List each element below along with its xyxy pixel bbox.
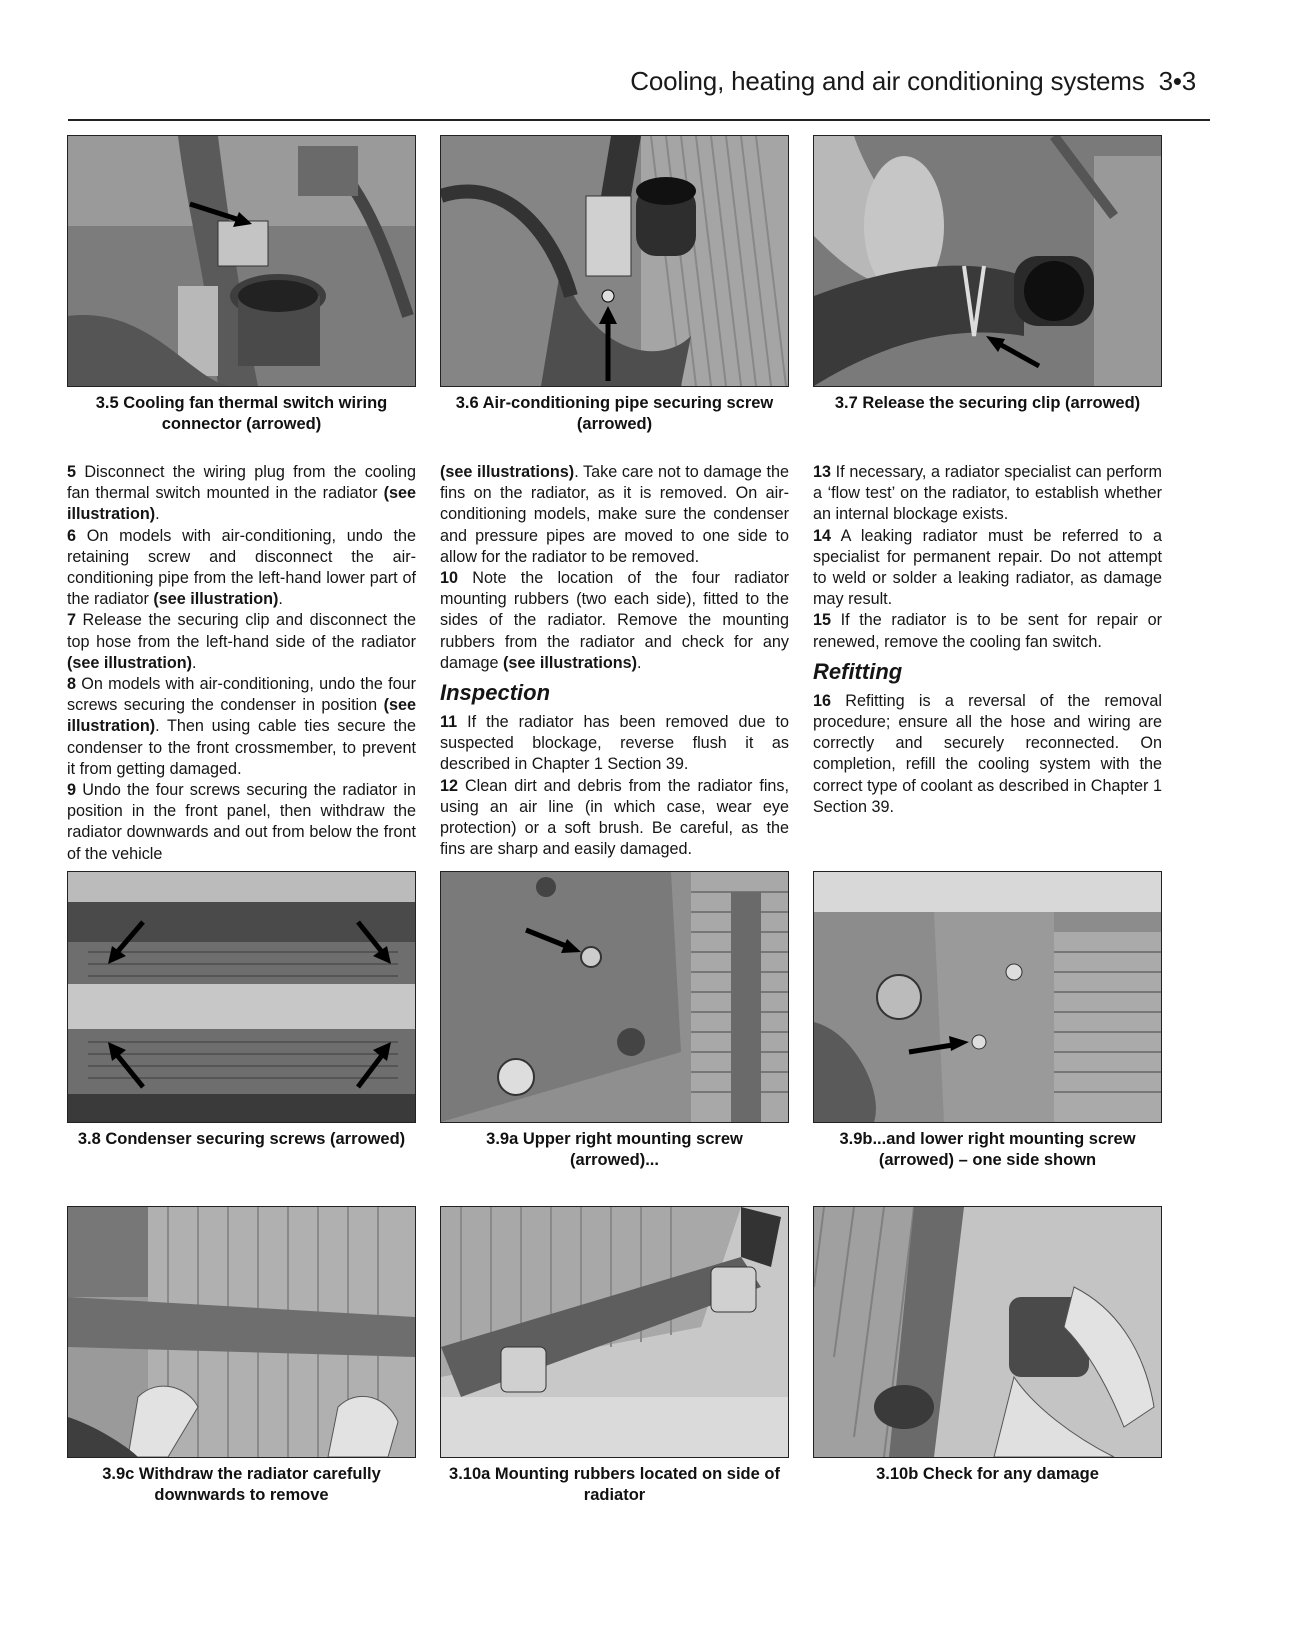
photo-lower-mounting-screw xyxy=(813,871,1162,1123)
text-column-3 xyxy=(813,462,1162,818)
figure-caption xyxy=(813,1464,1162,1485)
paragraph-text: Note the location of the four radiator mounting rubbers (two each side), fitted to the sides of the radiator. Remove the mounting rubbers from the radiator and check for any damage xyxy=(440,569,789,672)
paragraph-16 xyxy=(813,691,1162,818)
photo-securing-clip xyxy=(813,135,1162,387)
paragraph-text: If the radiator has been removed due to suspected blockage, reverse flush it as described in Chapter 1 Section 39. xyxy=(440,713,790,774)
paragraph-number: 14 xyxy=(813,526,832,545)
paragraph-number: 12 xyxy=(440,776,459,795)
paragraph-number: 5 xyxy=(67,463,77,481)
caption-line: connector (arrowed) xyxy=(161,415,322,433)
chapter-title: Cooling, heating and air conditioning systems xyxy=(630,66,1145,96)
caption-line: (arrowed)... xyxy=(570,1151,659,1169)
figure-3-10a xyxy=(440,1206,789,1506)
paragraph-text: Clean dirt and debris from the radiator fins, using an air line (in which case, wear eye protection) or a soft brush. Be careful, as the fins are sharp and easily damaged. xyxy=(440,776,790,859)
text-column-2 xyxy=(440,462,789,860)
illustration-ref: (see illustration) xyxy=(67,696,417,736)
paragraph-text: If the radiator is to be sent for repair or renewed, remove the cooling fan switch. xyxy=(813,611,1163,651)
caption-line: 3.9b...and lower right mounting screw xyxy=(839,1130,1136,1148)
figure-3-9b xyxy=(813,871,1162,1171)
page-header-title xyxy=(630,66,1196,97)
page-number: 3•3 xyxy=(1158,66,1196,96)
figure-3-6 xyxy=(440,135,789,435)
paragraph-number: 16 xyxy=(813,691,832,710)
photo-condenser-screws xyxy=(67,871,416,1123)
caption-line: 3.10a Mounting rubbers located on side of xyxy=(449,1465,780,1483)
paragraph-10: 10 Note the location of the four radiator mounting rubbers (two each side), fitted to the sides of the radiator. Remove the mounting rubbers from the radiator and check for any damage (see illustrations). xyxy=(440,569,789,672)
text-column-1 xyxy=(67,462,416,865)
paragraph-8 xyxy=(67,674,416,780)
photo-mounting-rubbers xyxy=(440,1206,789,1458)
paragraph-12 xyxy=(440,776,789,861)
figure-3-9c xyxy=(67,1206,416,1506)
paragraph-number: 9 xyxy=(67,781,77,800)
paragraph-9-continued xyxy=(440,462,789,568)
figure-caption xyxy=(67,393,416,435)
figure-caption xyxy=(813,1129,1162,1171)
caption-line: (arrowed) xyxy=(576,415,653,433)
figure-caption xyxy=(440,1464,789,1506)
photo-check-damage xyxy=(813,1206,1162,1458)
figure-caption xyxy=(67,1129,416,1150)
figure-caption xyxy=(440,1129,789,1171)
paragraph-number: 6 xyxy=(67,526,77,545)
paragraph-number: 10 xyxy=(440,569,459,588)
figure-3-9a xyxy=(440,871,789,1171)
header-rule xyxy=(68,119,1210,121)
caption-line: 3.10b Check for any damage xyxy=(876,1465,1099,1483)
paragraph-15 xyxy=(813,610,1162,652)
paragraph-text: Refitting is a reversal of the removal procedure; ensure all the hose and wiring are correctly and securely reconnected. On completion, refill the cooling system with the correct type of coolant as described in Chapter 1 Section 39. xyxy=(813,691,1162,816)
paragraph-text: On models with air-conditioning, undo the four screws securing the condenser in position xyxy=(67,675,416,715)
paragraph-14 xyxy=(813,526,1162,611)
illustration-ref: (see illustrations) xyxy=(440,463,575,481)
paragraph-number: 7 xyxy=(67,611,77,630)
figure-caption xyxy=(440,393,789,435)
paragraph-text: Undo the four screws securing the radiator in position in the front panel, then withdraw the radiator downwards and out from below the front of the vehicle xyxy=(67,781,416,863)
caption-line: 3.8 Condenser securing screws (arrowed) xyxy=(77,1130,406,1148)
caption-line: (arrowed) – one side shown xyxy=(878,1151,1097,1169)
illustration-ref: (see illustrations) xyxy=(503,653,638,672)
section-heading-inspection: Inspection xyxy=(440,680,551,706)
photo-upper-mounting-screw xyxy=(440,871,789,1123)
paragraph-text: Disconnect the wiring plug from the cooling fan thermal switch mounted in the radiator xyxy=(67,463,417,503)
figure-3-7 xyxy=(813,135,1162,435)
illustration-ref: (see illustration) xyxy=(67,653,193,672)
figure-caption xyxy=(813,393,1162,414)
paragraph-7: 7 Release the securing clip and disconnect the top hose from the left-hand side of the radiator (see illustration). xyxy=(67,611,416,672)
paragraph-13 xyxy=(813,462,1162,526)
figure-3-5 xyxy=(67,135,416,435)
paragraph-text: . Take care not to damage the fins on the radiator, as it is removed. On air-conditioning models, make sure the condenser and pressure pipes are moved to one side to allow for the radiator to be removed. xyxy=(440,463,789,566)
section-heading-refitting: Refitting xyxy=(813,658,903,684)
paragraph-number: 15 xyxy=(813,611,832,630)
illustration-ref: (see illustration) xyxy=(67,484,417,524)
paragraph-number: 11 xyxy=(440,713,458,732)
page-header xyxy=(68,62,1208,122)
paragraph-text: A leaking radiator must be referred to a specialist for permanent repair. Do not attempt to weld or solder a leaking radiator, as damage may result. xyxy=(813,526,1162,609)
paragraph-6: 6 On models with air-conditioning, undo the retaining screw and disconnect the air-conditioning pipe from the left-hand lower part of the radiator (see illustration). xyxy=(67,526,417,609)
paragraph-number: 13 xyxy=(813,463,832,481)
paragraph-5: 5 Disconnect the wiring plug from the cooling fan thermal switch mounted in the radiator (see illustration). xyxy=(67,463,417,524)
photo-withdraw-radiator xyxy=(67,1206,416,1458)
paragraph-text: If necessary, a radiator specialist can perform a ‘flow test’ on the radiator, to establish whether an internal blockage exists. xyxy=(813,463,1162,524)
paragraph-text: Release the securing clip and disconnect the top hose from the left-hand side of the radiator xyxy=(67,611,416,651)
caption-line: 3.5 Cooling fan thermal switch wiring xyxy=(95,394,388,412)
figure-3-8 xyxy=(67,871,416,1171)
caption-line: radiator xyxy=(583,1486,646,1504)
illustration-ref: (see illustration) xyxy=(153,590,279,609)
paragraph-number: 8 xyxy=(67,675,77,694)
paragraph-9 xyxy=(67,780,416,865)
photo-ac-pipe-screw xyxy=(440,135,789,387)
caption-line: downwards to remove xyxy=(154,1486,329,1504)
figure-3-10b xyxy=(813,1206,1162,1506)
paragraph-text: On models with air-conditioning, undo the retaining screw and disconnect the air-conditioning pipe from the left-hand lower part of the radiator xyxy=(67,526,417,609)
photo-cooling-fan-switch xyxy=(67,135,416,387)
paragraph-11 xyxy=(440,712,789,776)
caption-line: 3.6 Air-conditioning pipe securing screw xyxy=(455,394,774,412)
caption-line: 3.9a Upper right mounting screw xyxy=(486,1130,743,1148)
paragraph-text: . Then using cable ties secure the condenser to the front crossmember, to prevent it from getting damaged. xyxy=(67,717,416,778)
caption-line: 3.7 Release the securing clip (arrowed) xyxy=(834,394,1141,412)
figure-caption xyxy=(67,1464,416,1506)
caption-line: 3.9c Withdraw the radiator carefully xyxy=(102,1465,381,1483)
